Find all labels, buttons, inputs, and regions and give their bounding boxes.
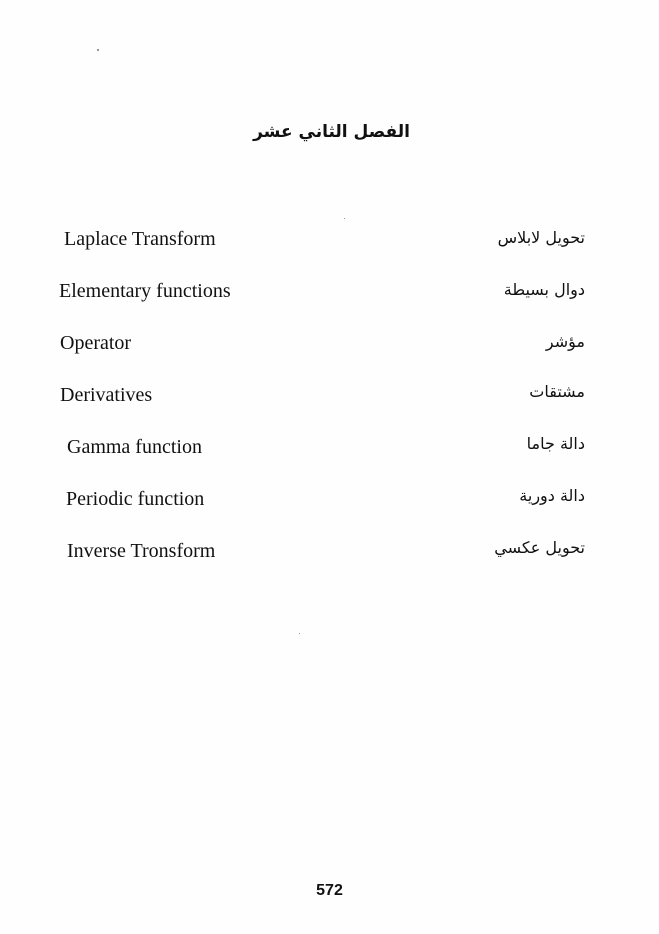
arabic-term: مؤشر bbox=[545, 332, 585, 351]
arabic-term: دالة جاما bbox=[526, 434, 585, 453]
chapter-title: الفصل الثاني عشر bbox=[253, 122, 410, 142]
page-number: 572 bbox=[316, 882, 343, 899]
arabic-term: دالة دورية bbox=[519, 486, 585, 505]
english-term: Elementary functions bbox=[59, 280, 231, 302]
arabic-term: تحويل عكسي bbox=[494, 538, 585, 557]
english-term: Derivatives bbox=[60, 384, 153, 406]
arabic-term: مشتقات bbox=[529, 382, 585, 401]
arabic-term: تحويل لابلاس bbox=[497, 228, 585, 247]
english-term: Gamma function bbox=[67, 436, 202, 458]
english-term: Inverse Tronsform bbox=[67, 540, 216, 562]
english-term: Operator bbox=[60, 332, 132, 354]
english-term: Laplace Transform bbox=[64, 228, 216, 250]
english-term: Periodic function bbox=[66, 488, 205, 510]
arabic-term: دوال بسيطة bbox=[503, 280, 585, 299]
